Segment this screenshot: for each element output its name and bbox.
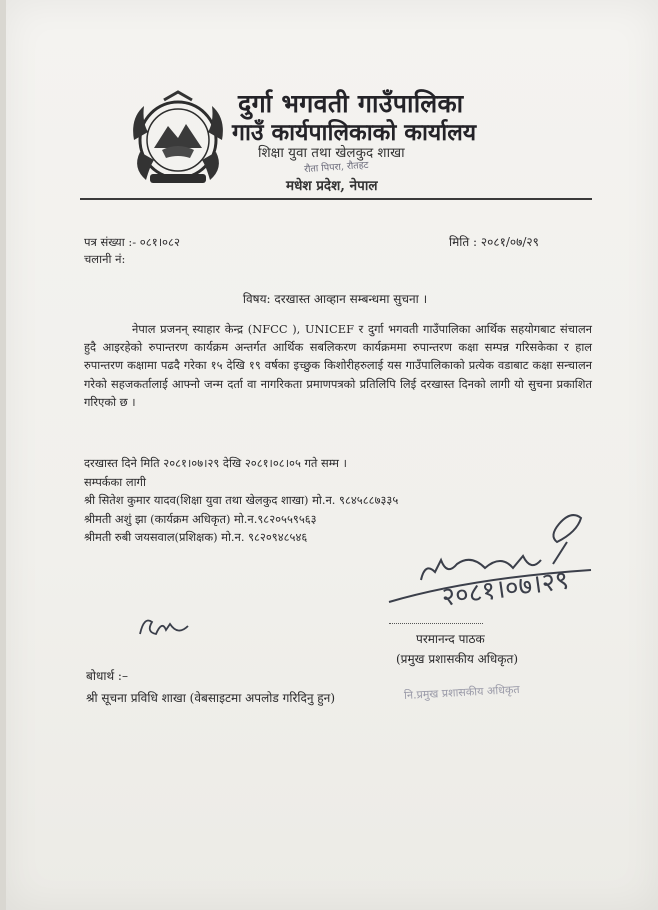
contact-item: श्री सितेश कुमार यादव(शिक्षा युवा तथा खेलकुद शाखा) मो.न. ९८४५८८७३३५	[84, 493, 399, 507]
dispatch-number: चलानी नं:	[84, 252, 126, 266]
province-name: मधेश प्रदेश, नेपाल	[286, 178, 378, 194]
handwritten-signature-icon	[381, 502, 621, 622]
notice-body: नेपाल प्रजनन् स्याहार केन्द्र (NFCC ), UNICEF र दुर्गा भगवती गाउँपालिका आर्थिक सहयोगबाट संचालन हुदै आइरहेको रुपान्तरण कार्यक्रम अन्तर्गत आर्थिक सबलिकरण कार्यक्रममा रुपान्तरण कक्षा सम्पन्न गरिसकेका र हाल रुपान्तरण कक्षामा पढदै गरेका १५ देखि १९ वर्षका इच्छुक किशोरीहरुलाई यस गाउँपालिकाको प्रत्येक वडाबाट कक्षा सन्चालन गरेको सहजकर्तालाई आफ्नो जन्म दर्ता वा नागरिकता प्रमाणपत्रको प्रतिलिपि लिई दरखास्त दिनको लागी यो सुचना प्रकाशित गरिएको छ ।	[84, 322, 592, 409]
officer-stamp: नि.प्रमुख प्रशासकीय अधिकृत	[403, 682, 520, 703]
municipality-name: दुर्गा भगवती गाउँपालिका	[238, 89, 464, 118]
office-name: गाउँ कार्यपालिकाको कार्यालय	[232, 119, 477, 146]
signature-dotted-line	[389, 623, 483, 624]
municipality-emblem-icon	[124, 88, 232, 192]
header-divider	[80, 198, 592, 200]
cc-recipient: श्री सूचना प्रविधि शाखा (वेबसाइटमा अपलोड गरिदिनु हुन)	[86, 691, 336, 705]
letter-paper	[6, 0, 658, 910]
cc-label: बोधार्थ :–	[86, 669, 128, 683]
section-name: शिक्षा युवा तथा खेलकुद शाखा	[258, 145, 405, 161]
subject-line: विषय: दरखास्त आव्हान सम्बन्धमा सुचना ।	[242, 292, 428, 306]
application-deadline: दरखास्त दिने मिति २०८१।०७।२९ देखि २०८१।०८।०५ गते सम्म ।	[84, 456, 347, 470]
handwritten-date: २०८१।०७।२९	[439, 565, 571, 613]
letter-date: मिति : २०८१/०७/२९	[449, 235, 539, 249]
office-stamp-text: रौता पिपरा, रौतहट	[303, 159, 369, 176]
letter-number: पत्र संख्या :- ०८१।०८२	[84, 235, 180, 249]
deadline-and-contacts	[84, 454, 398, 547]
signatory-name: परमानन्द पाठक	[416, 632, 485, 646]
contact-heading: सम्पर्कका लागी	[84, 474, 146, 489]
signatory-title: (प्रमुख प्रशासकीय अधिकृत)	[396, 652, 519, 666]
cc-block	[86, 665, 335, 709]
reference-block	[84, 234, 180, 268]
initials-icon	[134, 612, 194, 642]
contact-item: श्रीमती रुबी जयसवाल(प्रशिक्षक) मो.न. ९८२०९४८५४६	[84, 530, 308, 544]
contact-item: श्रीमती अशुं झा (कार्यक्रम अधिकृत) मो.न.९८२०५५९५६३	[84, 511, 317, 526]
